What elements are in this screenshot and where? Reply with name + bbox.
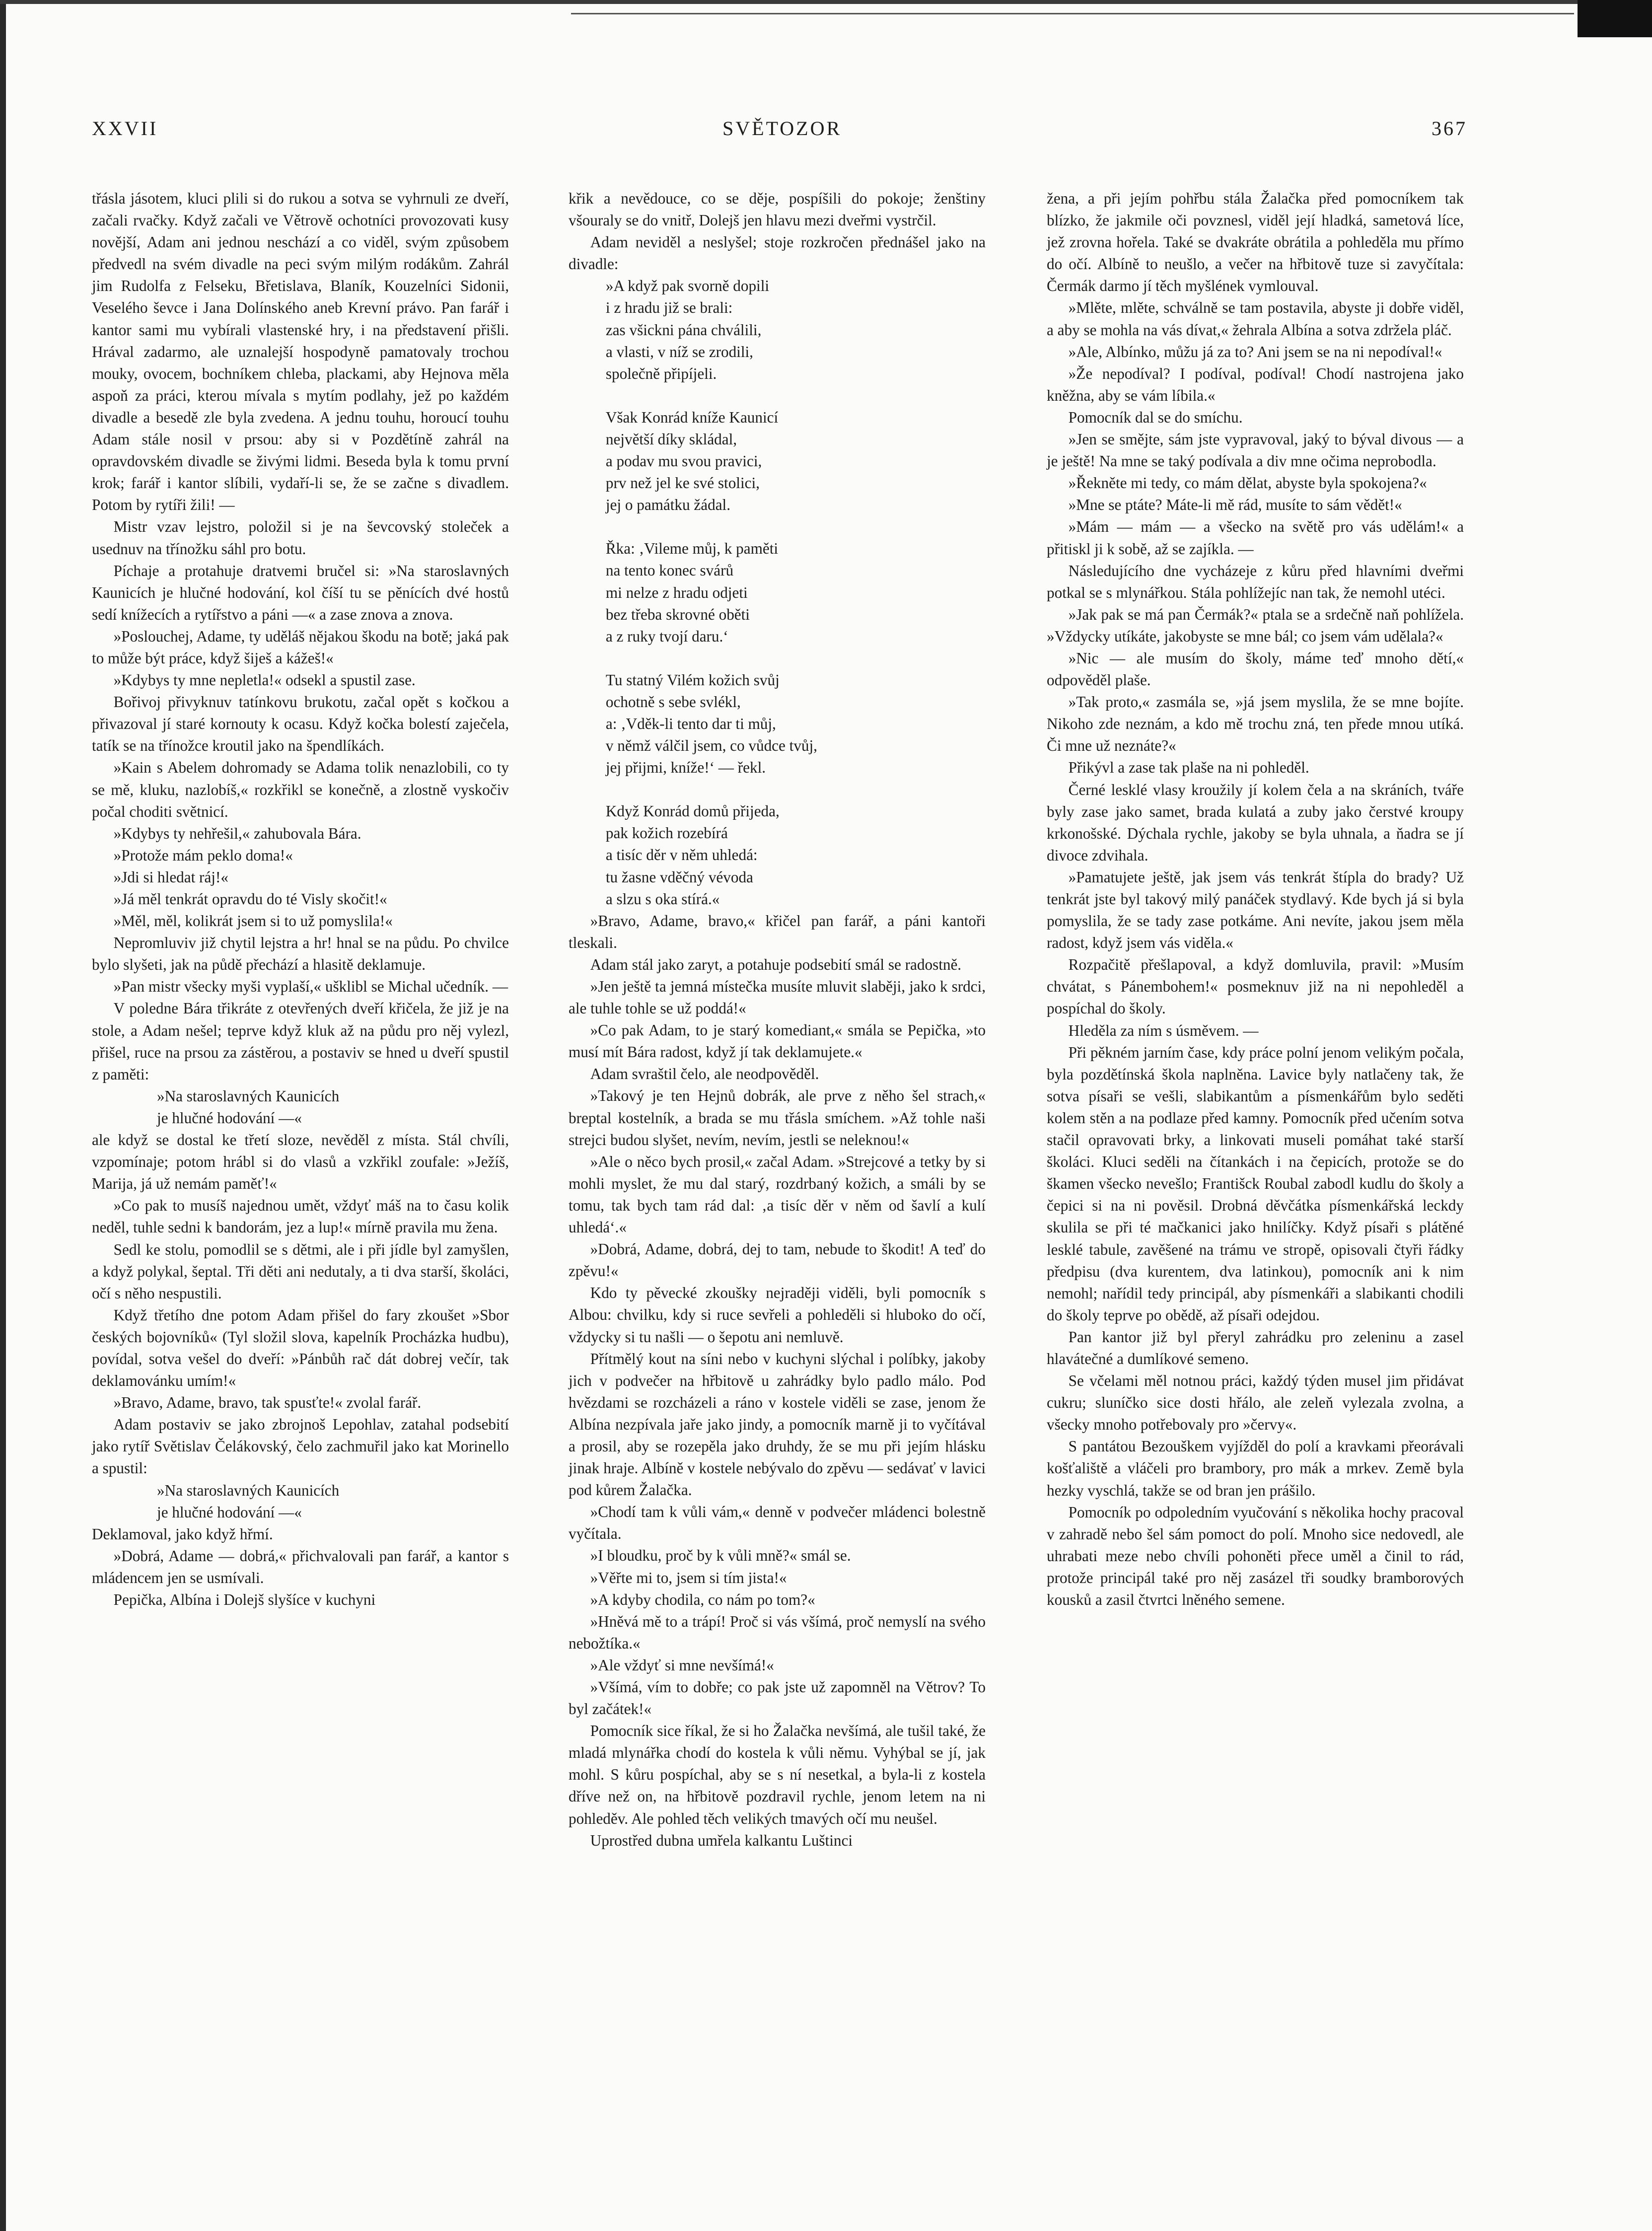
paragraph: žena, a při jejím pohřbu stála Žalačka před pomocníkem tak blízko, že jakmile oči povznesl, viděl její hladká, sametová líce, jež zrovna hořela. Také se dvakráte obrátila a pohleděla mu přímo do očí. Albíně to neušlo, a večer na hřbitově tuze si zavyčítala: Čermák darmo jí těch myšlének vymlouval. (1047, 190, 1464, 295)
paragraph: »Bravo, Adame, bravo,« křičel pan farář, a páni kantoři tleskali. (569, 912, 986, 951)
paragraph: »Mlěte, mlěte, schválně se tam postavila, abyste ji dobře viděl, a aby se mohla na vás dívat,« žehrala Albína a sotva zdržela pláč. (1047, 299, 1464, 339)
paragraph: »Hněvá mě to a trápí! Proč si vás všímá, proč nemyslí na svého nebožtíka.« (569, 1612, 986, 1652)
verse-line: Tu statný Vilém kožich svůj (605, 671, 780, 689)
paragraph: Se včelami měl notnou práci, každý týden musel jim přidávat cukru; sluníčko sice dosti hřálo, ale zeleň vylezala zvolna, a všecky mnoho potřebovaly pro »červy«. (1047, 1372, 1464, 1434)
verse-line: na tento konec svárů (605, 562, 734, 579)
paragraph: »Jdi si hledat ráj!« (113, 868, 228, 886)
paragraph: »Ale vždyť si mne nevšímá!« (590, 1656, 774, 1674)
paragraph: »Všímá, vím to dobře; co pak jste už zapomněl na Větrov? To byl začátek!« (569, 1678, 986, 1718)
verse-line: je hlučné hodování —« (157, 1503, 302, 1521)
paragraph: »Pamatujete ještě, jak jsem vás tenkrát štípla do brady? Už tenkrát jste byl takový milý panáček stydlavý. Kde bych já si byla pomyslila, že se tady zase potkáme. Ani nevíte, jakou jsem měla radost, když jsem vás viděla.« (1047, 868, 1464, 952)
paragraph: »Jen se smějte, sám jste vypravoval, jaký to býval divous — a je ještě! Na mne se taký podívala a div mne očima neprobodla. (1047, 431, 1464, 470)
paragraph: »Měl, měl, kolikrát jsem si to už pomyslila!« (113, 912, 393, 930)
paragraph: ale když se dostal ke třetí sloze, nevěděl z místa. Stál chvíli, vzpomínaje; potom hrábl si do vlasů a vzkřikl zoufale: »Ježíš, Marija, já už nemám paměť!« (92, 1131, 509, 1193)
paragraph: »Kdybys ty nehřešil,« zahubovala Bára. (113, 824, 361, 842)
paragraph: Uprostřed dubna umřela kalkantu Luštinci (590, 1831, 853, 1849)
paragraph: »Mne se ptáte? Máte-li mě rád, musíte to sám vědět!« (1068, 496, 1402, 514)
text-column-3 (1047, 188, 1464, 1611)
verse-line: ochotně s sebe svlékl, (605, 693, 741, 711)
verse-line: prv než jel ke své stolici, (605, 474, 760, 492)
paragraph: Sedl ke stolu, pomodlil se s dětmi, ale i při jídle byl zamyšlen, a když polykal, šeptal. Tři děti ani nedutaly, a ti dva starší, školáci, očí s něho nespustili. (92, 1240, 509, 1302)
paragraph: »Kdybys ty mne nepletla!« odsekl a spustil zase. (113, 671, 416, 689)
paragraph: Kdo ty pěvecké zkoušky nejraději viděli, byli pomocník s Albou: chvilku, kdy si ruce sevřeli a pohleděli si hluboko do očí, vždycky si tu našli — o šepotu ani nemluvě. (569, 1284, 986, 1346)
verse-line: pak kožich rozebírá (605, 824, 728, 842)
paragraph: křik a nevědouce, co se děje, pospíšili do pokoje; ženštiny všouraly se do vnitř, Dolejš jen hlavu mezi dveřmi vystrčil. (569, 190, 986, 229)
volume-number: XXVII (92, 117, 158, 140)
paragraph: Bořivoj přivyknuv tatínkovu brukotu, začal opět s kočkou a přivazoval jí staré kornouty k ocasu. Když kočka bolestí zaječela, tatík se na třínožce kroutil jako na špendlíkách. (92, 693, 509, 755)
paragraph: Pepička, Albína i Dolejš slyšíce v kuchyni (113, 1591, 376, 1608)
paragraph: Pomocník dal se do smíchu. (1068, 408, 1243, 426)
verse-line: a tisíc děr v něm uhledá: (605, 846, 758, 864)
paragraph: třásla jásotem, kluci plili si do rukou a sotva se vyhrnuli ze dveří, začali rvačky. Když začali ve Větrově ochotníci provozovati kusy novější, Adam ani jednou neschází a co viděl, svým způsobem předvedl na svém divadle na peci svým milým rodákům. Zahrál jim Rudolfa z Felseku, Břetislava, Blaník, Kouzelníci Sidonii, Veselého ševce i Jana Dolínského aneb Krevní právo. Pan farář i kantor sami mu vybírali vlastenské hry, i na představení přišli. Hrával zadarmo, ale uznalejší hospodyně pamatovaly trochou mouky, ovocem, bochníkem chleba, plackami, aby Hejnova měla aspoň za práci, kterou mívala s mytím podlahy, jež po každém divadle a besedě zle byla zvedena. A jednu touhu, horoucí touhu Adam stále nosil v prsou: aby si v Pozdětíně zahrál na opravdovském divadle se živými lidmi. Beseda byla k tomu první krok; farář i kantor slíbili, vydaří-li se, že se začne s divadlem. Potom by rytíři žili! — (92, 190, 509, 514)
paragraph: Deklamoval, jako když hřmí. (92, 1525, 273, 1543)
paragraph: Mistr vzav lejstro, položil si je na ševcovský stoleček a usednuv na třínožku sáhl pro botu. (92, 518, 509, 558)
verse-line: a z ruky tvojí daru.‘ (605, 627, 728, 645)
paragraph: Adam neviděl a neslyšel; stoje rozkročen přednášel jako na divadle: (569, 233, 986, 273)
paragraph: V poledne Bára třikráte z otevřených dveří křičela, že již je na stole, a Adam nešel; teprve když kluk až na půdu pro něj vylezl, přišel, ruce na prsou za zástěrou, a postaviv se hned u dveří spustil z paměti: (92, 1000, 509, 1083)
paragraph: »Jen ještě ta jemná místečka musíte mluvit slaběji, jako k srdci, ale tuhle tohle se už poddá!« (569, 978, 986, 1017)
paragraph: Následujícího dne vycházeje z kůru před hlavními dveřmi potkal se s mlynářkou. Stála pohlížejíc nan tak, že nemohl utéci. (1047, 562, 1464, 601)
paragraph: »Mám — mám — a všecko na světě pro vás udělám!« a přitiskl ji k sobě, až se zajíkla. — (1047, 518, 1464, 558)
paragraph: Píchaje a protahuje dratvemi bručel si: »Na staroslavných Kaunicích je hlučné hodování, kol číší tu se pěnících dvé hostů sedí knížecích a rytířstvo a páni —« a zase znova a znova. (92, 562, 509, 623)
text-column-1 (92, 188, 509, 1611)
paragraph: »Chodí tam k vůli vám,« denně v podvečer mládenci bolestně vyčítala. (569, 1503, 986, 1543)
page-number: 367 (1432, 117, 1467, 140)
paragraph: S pantátou Bezouškem vyjížděl do polí a kravkami přeorávali košťaliště a vláčeli pro brambory, pro mák a mrkev. Země byla hezky vyschlá, takže se od bran jen prášilo. (1047, 1438, 1464, 1499)
verse-line: Řka: ‚Vileme můj, k paměti (605, 540, 779, 558)
paragraph: Adam stál jako zaryt, a potahuje podsebití smál se radostně. (590, 955, 962, 973)
page-header (92, 117, 1467, 151)
paragraph: Přítmělý kout na síni nebo v kuchyni slýchal i políbky, jakoby jich v podvečer na hřbitově u zahrádky bylo padlo málo. Pod hvězdami se rozcházeli a ráno v kostele viděli se zase, jenom že Albína nezpívala jaře jako jindy, a pomocník marně ji to vyčítával a prosil, aby se rozepěla jako druhdy, že se mu při jejím hlásku jinak hraje. Albíně v kostele nebývalo do zpěvu — sedávať v lavici pod kůrem Žalačka. (569, 1350, 986, 1499)
paragraph: »Pan mistr všecky myši vyplaší,« ušklibl se Michal učedník. — (113, 978, 508, 996)
paragraph: »I bloudku, proč by k vůli mně?« smál se. (590, 1547, 851, 1565)
paragraph: »Já měl tenkrát opravdu do té Visly skočit!« (113, 890, 387, 908)
text-column-2 (569, 188, 986, 1852)
verse-line: »Na staroslavných Kaunicích (157, 1481, 340, 1499)
paragraph: »Nic — ale musím do školy, máme teď mnoho dětí,« odpověděl plaše. (1047, 649, 1464, 689)
verse-line: a vlasti, v níž se zrodili, (605, 343, 753, 360)
paragraph: Rozpačitě přešlapoval, a když domluvila, pravil: »Musím chvátat, s Pánembohem!« posmeknuv již na ni nepohleděl a pospíchal do školy. (1047, 956, 1464, 1017)
paragraph: »Řekněte mi tedy, co mám dělat, abyste byla spokojena?« (1068, 474, 1427, 492)
paragraph: Adam svraštil čelo, ale neodpověděl. (590, 1065, 819, 1083)
scan-corner-mark (1578, 0, 1652, 37)
paragraph: »A kdyby chodila, co nám po tom?« (590, 1590, 815, 1608)
paragraph: Nepromluviv již chytil lejstra a hr! hnal se na půdu. Po chvilce bylo slyšeti, jak na půdě přechází a hlasitě deklamuje. (92, 934, 509, 974)
paragraph: »Jak pak se má pan Čermák?« ptala se a srdečně naň pohlížela. »Vždycky utíkáte, jakobyste se mne bál; co jsem vám udělala?« (1047, 605, 1464, 645)
paragraph: Hleděla za ním s úsměvem. — (1068, 1021, 1259, 1039)
verse-line: tu žasne vděčný vévoda (605, 868, 753, 886)
paragraph: »Poslouchej, Adame, ty uděláš nějakou škodu na botě; jaká pak to může být práce, když šiješ a kážeš!« (92, 627, 509, 667)
journal-masthead: SVĚTOZOR (722, 117, 842, 140)
verse-line: zas všickni pána chválili, (605, 321, 762, 339)
paragraph: »Kain s Abelem dohromady se Adama tolik nenazlobili, co ty se mě, kluku, nazlobíš,« rozkřikl se konečně, a zlostně vyskočiv počal choditi světnicí. (92, 759, 509, 820)
verse-line: největší díky skládal, (605, 430, 737, 448)
scan-edge (0, 0, 6, 2231)
paragraph: »Co pak to musíš najednou umět, vždyť máš na to času kolik neděl, tuhle sedni k bandorám, jez a lup!« mírně pravila mu žena. (92, 1197, 509, 1236)
paragraph: Černé lesklé vlasy kroužily jí kolem čela a na skráních, tváře byly zase jako samet, brada kulatá a zuby jako čerstvé kroupy krkonošské. Dýchala rychle, jakoby se byla uhnala, a ňadra se jí divoce zdvihala. (1047, 781, 1464, 864)
paragraph: Přikývl a zase tak plaše na ni pohleděl. (1068, 759, 1309, 777)
verse-line: i z hradu již se brali: (605, 299, 733, 317)
paragraph: Pan kantor již byl přeryl zahrádku pro zeleninu a zasel hlavátečné a dumlíkové semeno. (1047, 1328, 1464, 1367)
paragraph: »Ale, Albínko, můžu já za to? Ani jsem se na ni nepodíval!« (1068, 343, 1442, 360)
paragraph: Adam postaviv se jako zbrojnoš Lepohlav, zatahal podsebití jako rytíř Světislav Čelákovský, čelo zachmuřil jako kat Morinello a spustil: (92, 1416, 509, 1477)
paragraph: Když třetího dne potom Adam přišel do fary zkoušet »Sbor českých bojovníků« (Tyl složil slova, kapelník Procházka hudbu), povídal, sotva vešel do dveří: »Pánbůh rač dát dobrej večír, tak deklamovánku umím!« (92, 1306, 509, 1390)
verse-line: Však Konrád kníže Kaunicí (605, 408, 779, 426)
paragraph: »Bravo, Adame, bravo, tak spusťte!« zvolal farář. (113, 1394, 422, 1412)
paragraph: »Dobrá, Adame — dobrá,« přichvalovali pan farář, a kantor s mládencem jen se usmívali. (92, 1547, 509, 1586)
paragraph: »Co pak Adam, to je starý komediant,« smála se Pepička, »to musí mít Bára radost, když jí tak deklamujete.« (569, 1021, 986, 1061)
verse-line: bez třeba skrovné oběti (605, 605, 750, 623)
verse-line: společně připíjeli. (605, 364, 717, 382)
verse-line: »A když pak svorně dopili (605, 277, 770, 295)
paragraph: »Takový je ten Hejnů dobrák, ale prve z něho šel strach,« breptal kostelník, a brada se mu třásla smíchem. »Až tohle naši strejci budou slyšet, nevím, nevím, jestli se neleknou!« (569, 1087, 986, 1149)
verse-line: a: ‚Vděk-li tento dar ti můj, (605, 715, 776, 732)
paragraph: »Tak proto,« zasmála se, »já jsem myslila, že se mne bojíte. Nikoho zde neznám, a kdo mě trochu zná, ten přede mnou utíká. Či mne už neznáte?« (1047, 693, 1464, 755)
page-top-rule (571, 13, 1574, 14)
verse-line: »Na staroslavných Kaunicích (157, 1087, 340, 1105)
paragraph: »Věřte mi to, jsem si tím jista!« (590, 1569, 787, 1586)
verse-line: mi nelze z hradu odjeti (605, 583, 748, 601)
paragraph: »Že nepodíval? I podíval, podíval! Chodí nastrojena jako kněžna, aby se vám líbila.« (1047, 364, 1464, 404)
paragraph: »Dobrá, Adame, dobrá, dej to tam, nebude to škodit! A teď do zpěvu!« (569, 1240, 986, 1280)
verse-line: a slzu s oka stírá.« (605, 890, 720, 908)
verse-line: jej přijmi, kníže!‘ — řekl. (605, 759, 766, 777)
paragraph: Pomocník po odpoledním vyučování s několika hochy pracoval v zahradě nebo šel sám pomoct do polí. Mnoho sice nedovedl, ale uhrabati meze nebo chvíli pohoněti přece uměl a činil to rád, protože principál také pro něj zasázel tři soudky bramborových kousků a zasil čtvrtci lněného semene. (1047, 1503, 1464, 1608)
verse-line: Když Konrád domů přijeda, (605, 802, 780, 820)
paragraph: »Protože mám peklo doma!« (113, 846, 293, 864)
verse-line: a podav mu svou pravici, (605, 452, 762, 470)
paragraph: Pomocník sice říkal, že si ho Žalačka nevšímá, ale tušil také, že mladá mlynářka chodí do kostela k vůli němu. Vyhýbal se jí, jak mohl. S kůru pospíchal, aby se s ní nesetkal, a byla-li z kostela dříve než on, na hřbitově pozdravil rychle, jenom letem na ni pohleděv. Ale pohled těch velikých tmavých očí mu neušel. (569, 1722, 986, 1827)
verse-line: je hlučné hodování —« (157, 1109, 302, 1127)
verse-line: jej o památku žádal. (605, 496, 731, 514)
paragraph: Při pěkném jarním čase, kdy práce polní jenom velikým počala, byla pozdětínská škola naplněna. Lavice byly natlačeny tak, že sotva písaři se vešli, slabikantům a písmenkářům bylo seděti kolem stěn a na podlaze před kamny. Pomocník před učením sotva stačil opravovati brky, a linkovati museli pomáhat také starší školáci. Kluci seděli na čítankách i na čepicích, protože se do škamen všecko nevešlo; Františck Roubal zabodl kudlu do školy a čepici si na ni pověsil. Drobná děvčátka písmenkářská leckdy skulila se při té mačkanici jako hnilíčky. Když písaři s plátěné lesklé tabule, zavěšené na trámu ve stropě, opisovali čtyři řádky předpisu (dva kurentem, dva latinkou), pomocník ani k nim nemohl; nařídil tedy principál, aby písmenkáři a slabikanti chodili do školy teprve po obědě, až písaři odejdou. (1047, 1043, 1464, 1324)
scan-edge-top (0, 0, 1652, 4)
paragraph: »Ale o něco bych prosil,« začal Adam. »Strejcové a tetky by si mohli myslet, že mu dal starý, rozdrbaný kožich, a smáli by se tomu, tak bych tam rád dal: ‚a tisíc děr v něm od šavlí a kulí uhledá‘.« (569, 1152, 986, 1236)
verse-line: v němž válčil jsem, co vůdce tvůj, (605, 737, 817, 755)
